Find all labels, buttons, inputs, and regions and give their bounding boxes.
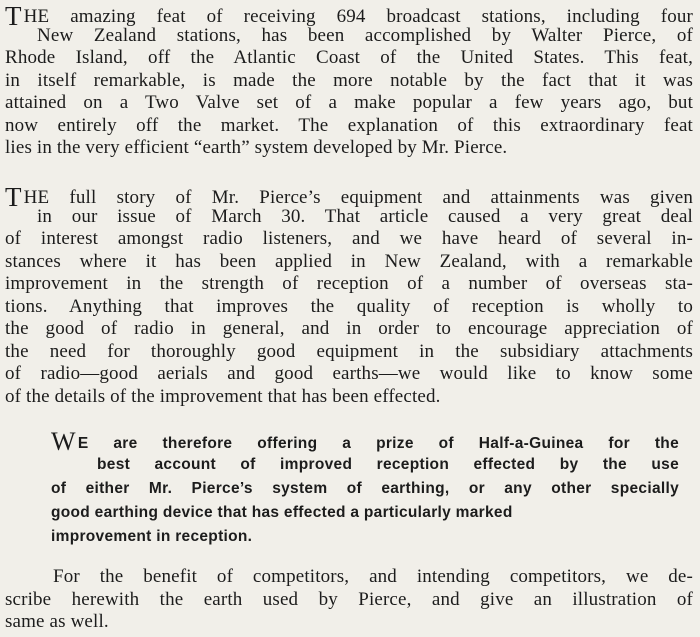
paragraph-line: T HE amazing feat of receiving 694 broadcast stations, including four xyxy=(5,1,693,31)
paragraph-line: For the benefit of competitors, and intending competitors, we de- xyxy=(53,566,693,587)
paragraph-line: tions. Anything that improves the quality of reception is wholly to xyxy=(5,295,693,317)
paragraph-line: of the details of the improvement that has been effected. xyxy=(5,385,441,407)
paragraph-line: in itself remarkable, is made the more notable by the fact that it was xyxy=(5,69,693,91)
paragraph-line: good earthing device that has effected a particularly marked xyxy=(51,504,513,521)
paragraph-closing xyxy=(5,566,693,634)
paragraph-line: Rhode Island, off the Atlantic Coast of the United States. This feat, xyxy=(5,47,693,68)
prize-announcement xyxy=(51,429,679,549)
paragraph-line: best account of improved reception effected by the use xyxy=(97,456,679,473)
paragraph-line: improvement in the strength of reception of a number of overseas sta- xyxy=(5,273,693,294)
paragraph-line: attained on a Two Valve set of a make popular a few years ago, but xyxy=(5,92,693,113)
paragraph-line: W E are therefore offering a prize of Half-a-Guinea for the xyxy=(51,427,679,456)
paragraph-line: New Zealand stations, has been accomplished by Walter Pierce, of xyxy=(37,24,693,46)
paragraph-line: in our issue of March 30. That article caused a very great deal xyxy=(37,205,693,227)
drop-cap: T xyxy=(5,1,22,31)
paragraph-line: of radio—good aerials and good earths—we would like to know some xyxy=(5,363,693,384)
paragraph-line: scribe herewith the earth used by Pierce, and give an illustration of xyxy=(5,588,693,610)
paragraph-line: of interest amongst radio listeners, and we have heard of several in- xyxy=(5,228,693,249)
drop-cap: W xyxy=(51,427,76,456)
paragraph-line: T HE full story of Mr. Pierce’s equipment and attainments was given xyxy=(5,182,693,212)
paragraph-line: of either Mr. Pierce’s system of earthing, or any other specially xyxy=(51,480,679,497)
paragraph-intro xyxy=(5,2,693,160)
paragraph-line: now entirely off the market. The explanation of this extraordinary feat xyxy=(5,114,693,136)
paragraph-line: improvement in reception. xyxy=(51,528,253,545)
paragraph-line: stances where it has been applied in New Zealand, with a remarkable xyxy=(5,250,693,272)
paragraph-line: the need for thoroughly good equipment in the subsidiary attachments xyxy=(5,340,693,362)
drop-cap: T xyxy=(5,182,22,212)
paragraph-line: same as well. xyxy=(5,611,109,632)
paragraph-story xyxy=(5,183,693,408)
paragraph-line: lies in the very efficient “earth” system developed by Mr. Pierce. xyxy=(5,137,508,158)
paragraph-line: the good of radio in general, and in order to encourage appreciation of xyxy=(5,318,693,339)
